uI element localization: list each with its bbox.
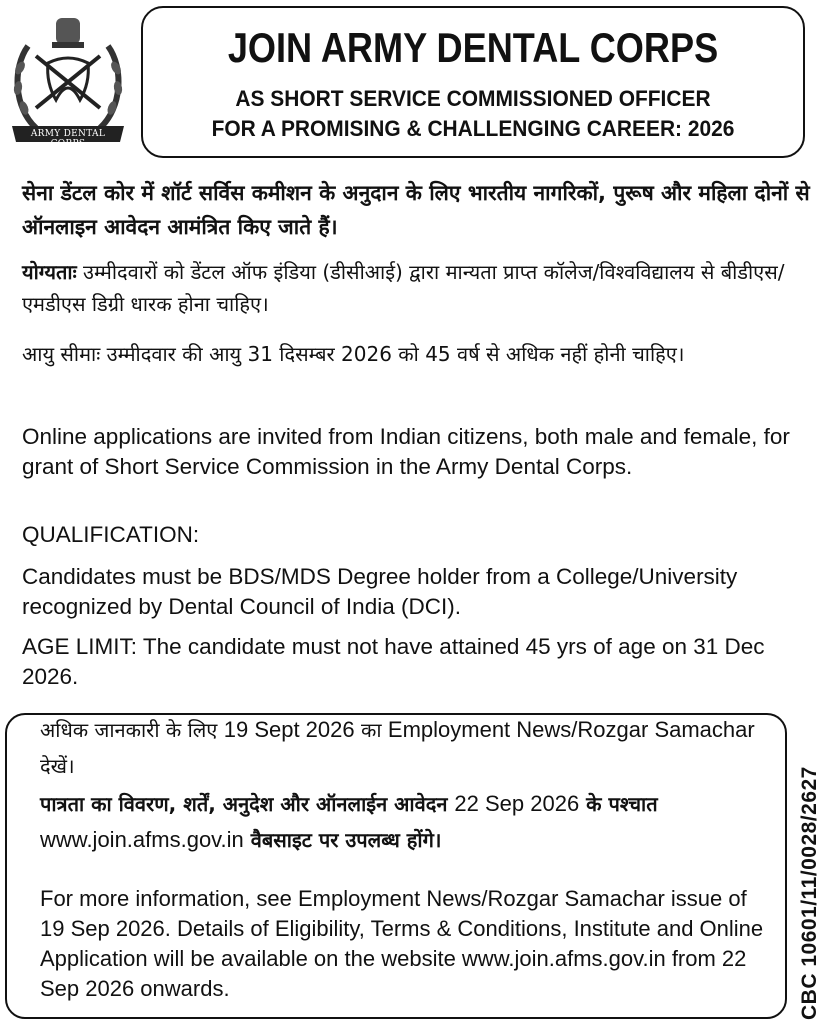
hindi-qualification-text: उम्मीदवारों को डेंटल ऑफ इंडिया (डीसीआई) द्वारा मान्यता प्राप्त कॉलेज/विश्वविद्यालय से बीडीएस/एमडीएस डिग्री धारक होना चाहिए।	[22, 260, 785, 316]
english-age-limit-paragraph: AGE LIMIT: The candidate must not have attained 45 yrs of age on 31 Dec 2026.	[22, 634, 765, 689]
footer-website-link[interactable]: www.join.afms.gov.in	[40, 827, 244, 852]
footer-publication-name: Employment News/Rozgar Samachar	[387, 717, 755, 742]
footer-hindi-text: वैबसाइट पर उपलब्ध होंगे।	[243, 828, 442, 852]
footer-hindi-text: के पश्चात	[579, 792, 658, 816]
header-subtitle-line1: AS SHORT SERVICE COMMISSIONED OFFICER	[235, 86, 711, 111]
footer-hindi-more-info	[40, 712, 768, 784]
hindi-intro-paragraph: सेना डेंटल कोर में शॉर्ट सर्विस कमीशन के अनुदान के लिए भारतीय नागरिकों, पुरूष और महिला दोनों से ऑनलाइन आवेदन आमंत्रित किए जाते हैं।	[22, 181, 810, 239]
emblem-banner-label: ARMY DENTAL CORPS	[30, 129, 106, 149]
page-title: JOIN ARMY DENTAL CORPS	[227, 24, 719, 71]
hindi-qualification-paragraph	[22, 256, 812, 320]
english-qualification-heading: QUALIFICATION:	[22, 522, 200, 547]
footer-hindi-details	[40, 786, 768, 858]
footer-hindi-text: पात्रता का विवरण, शर्तें, अनुदेश और ऑनलाईन आवेदन	[40, 792, 455, 816]
footer-hindi-text: का	[354, 718, 388, 742]
english-intro-paragraph: Online applications are invited from Indian citizens, both male and female, for grant of Short Service Commission in the Army Dental Corps.	[22, 424, 790, 479]
english-qualification-paragraph: Candidates must be BDS/MDS Degree holder from a College/University recognized by Dental Council of India (DCI).	[22, 564, 738, 619]
header-box	[141, 6, 805, 158]
side-reference-code: CBC 10601/11/0028/2627	[798, 766, 821, 1020]
footer-date: 22 Sep 2026	[454, 791, 580, 816]
hindi-qualification-label: योग्यताः	[22, 260, 77, 284]
hindi-age-limit-paragraph: आयु सीमाः उम्मीदवार की आयु 31 दिसम्बर 2026 को 45 वर्ष से अधिक नहीं होनी चाहिए।	[22, 342, 685, 366]
footer-english-more-info: For more information, see Employment News/Rozgar Samachar issue of 19 Sep 2026. Details of Eligibility, Terms & Conditions, Institute and Online Application will be available on the website www.join.afms.gov.in from 22 Sep 2026 onwards.	[40, 886, 764, 1001]
army-dental-corps-crest-icon	[6, 8, 130, 148]
header-subtitle-line2: FOR A PROMISING & CHALLENGING CAREER: 2026	[211, 116, 735, 141]
footer-date: 19 Sept 2026	[223, 717, 355, 742]
footer-hindi-text: अधिक जानकारी के लिए	[40, 718, 224, 742]
footer-hindi-text: देखें।	[40, 754, 75, 778]
